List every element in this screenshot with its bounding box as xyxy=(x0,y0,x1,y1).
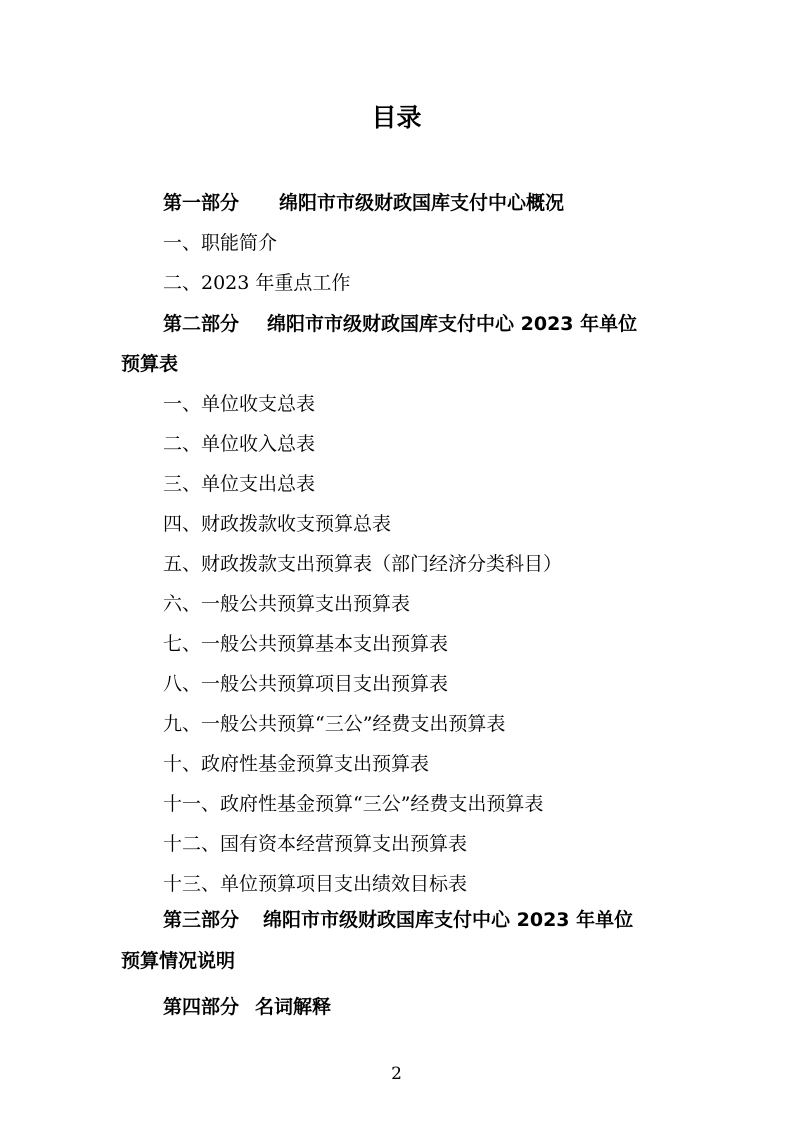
part-label: 第二部分 xyxy=(163,313,240,335)
toc-item[interactable]: 十三、单位预算项目支出绩效目标表 xyxy=(163,873,468,895)
toc-part-4[interactable] xyxy=(163,995,331,1019)
toc-item[interactable]: 九、一般公共预算“三公”经费支出预算表 xyxy=(163,713,506,735)
part-name: 绵阳市市级财政国库支付中心概况 xyxy=(279,192,565,214)
part-name: 绵阳市市级财政国库支付中心 2023 年单位 xyxy=(263,909,634,931)
toc-part-2-continued[interactable]: 预算表 xyxy=(121,353,179,375)
toc-item[interactable]: 二、单位收入总表 xyxy=(163,433,316,455)
toc-item[interactable]: 四、财政拨款收支预算总表 xyxy=(163,513,392,535)
toc-item[interactable]: 三、单位支出总表 xyxy=(163,473,316,495)
part-name: 名词解释 xyxy=(255,996,332,1018)
toc-part-3[interactable] xyxy=(163,908,633,932)
toc-item[interactable]: 八、一般公共预算项目支出预算表 xyxy=(163,673,449,695)
toc-item[interactable]: 十一、政府性基金预算“三公”经费支出预算表 xyxy=(163,793,544,815)
toc-item[interactable]: 五、财政拨款支出预算表（部门经济分类科目） xyxy=(163,553,563,575)
toc-item[interactable]: 七、一般公共预算基本支出预算表 xyxy=(163,633,449,655)
toc-part-1[interactable] xyxy=(163,191,564,215)
part-label: 第三部分 xyxy=(163,909,240,931)
part-name: 绵阳市市级财政国库支付中心 2023 年单位 xyxy=(267,313,638,335)
toc-item[interactable]: 二、2023 年重点工作 xyxy=(163,272,351,294)
toc-part-2[interactable] xyxy=(163,312,637,336)
toc-item[interactable]: 十、政府性基金预算支出预算表 xyxy=(163,753,430,775)
part-label: 第四部分 xyxy=(163,996,240,1018)
toc-item[interactable]: 一、单位收支总表 xyxy=(163,393,316,415)
toc-item[interactable]: 一、职能简介 xyxy=(163,232,278,254)
page-number: 2 xyxy=(391,1064,402,1084)
page-title: 目录 xyxy=(371,103,422,132)
toc-part-3-continued[interactable]: 预算情况说明 xyxy=(121,950,236,972)
toc-item[interactable]: 六、一般公共预算支出预算表 xyxy=(163,593,411,615)
part-label: 第一部分 xyxy=(163,192,240,214)
toc-item[interactable]: 十二、国有资本经营预算支出预算表 xyxy=(163,833,468,855)
